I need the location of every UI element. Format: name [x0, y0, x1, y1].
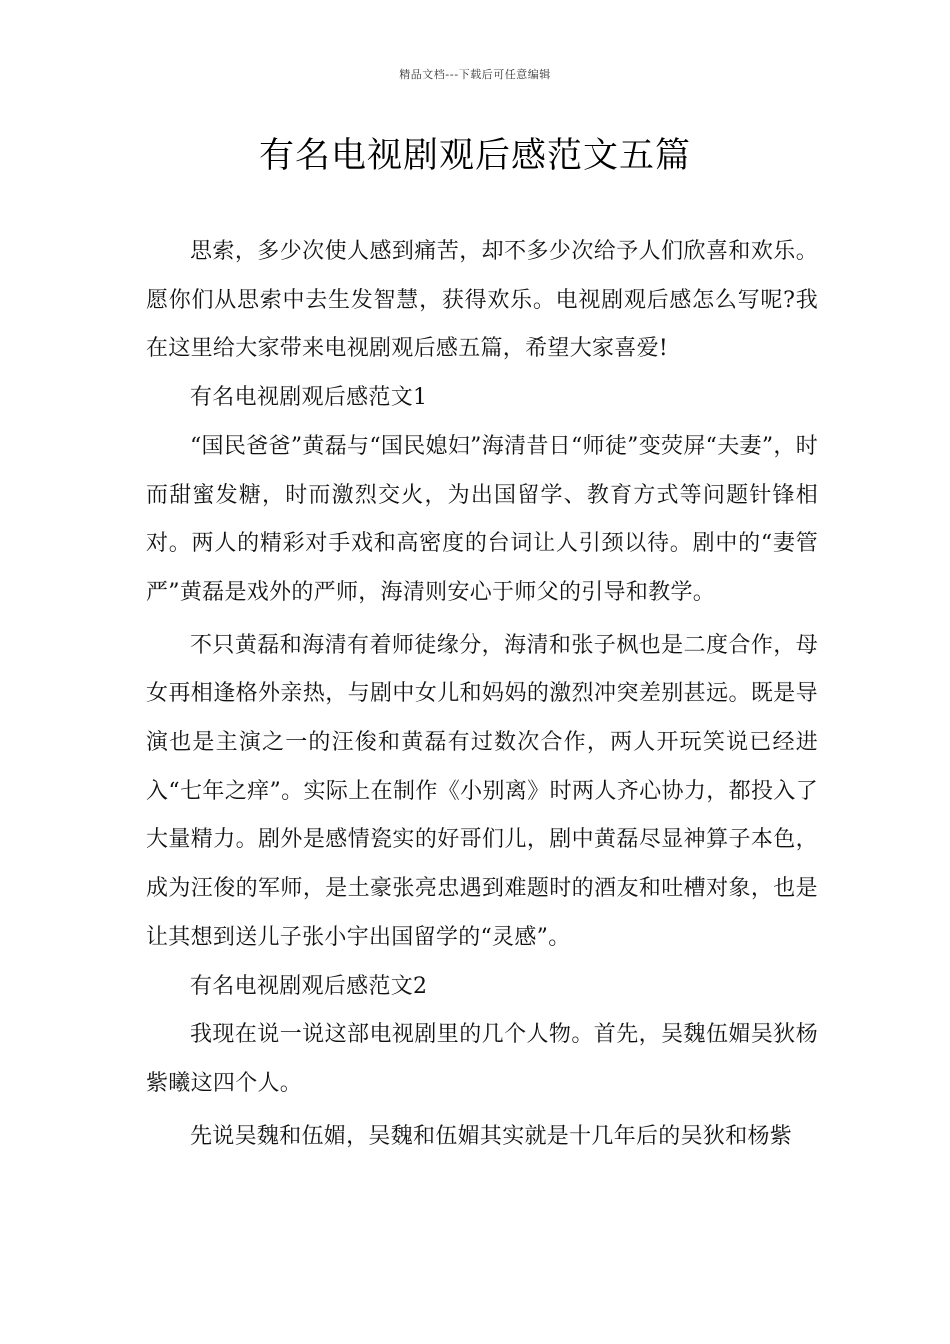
section-heading-2: 有名电视剧观后感范文2 — [190, 973, 428, 999]
document-body — [146, 228, 818, 1161]
paragraph-1: “国民爸爸”黄磊与“国民媳妇”海清昔日“师徒”变荧屏“夫妻”，时而甜蜜发糖，时而激烈交火，为出国留学、教育方式等问题针锋相对。两人的精彩对手戏和高密度的台词让人引颈以待。剧中的“妻管严”黄磊是戏外的严师，海清则安心于师父的引导和教学。 — [146, 433, 818, 605]
paragraph-4: 先说吴魏和伍媚，吴魏和伍媚其实就是十几年后的吴狄和杨紫 — [190, 1123, 793, 1149]
paragraph-3: 我现在说一说这部电视剧里的几个人物。首先，吴魏伍媚吴狄杨紫曦这四个人。 — [146, 1022, 818, 1096]
intro-paragraph: 思索，多少次使人感到痛苦，却不多少次给予人们欣喜和欢乐。愿你们从思索中去生发智慧，获得欢乐。电视剧观后感怎么写呢?我在这里给大家带来电视剧观后感五篇，希望大家喜爱! — [146, 239, 818, 362]
header-note: 精品文档---下载后可任意编辑 — [399, 68, 551, 81]
document-title: 有名电视剧观后感范文五篇 — [258, 136, 691, 176]
section-heading-1: 有名电视剧观后感范文1 — [190, 385, 428, 411]
paragraph-2: 不只黄磊和海清有着师徒缘分，海清和张子枫也是二度合作，母女再相逢格外亲热，与剧中女儿和妈妈的激烈冲突差别甚远。既是导演也是主演之一的汪俊和黄磊有过数次合作，两人开玩笑说已经进入“七年之痒”。实际上在制作《小别离》时两人齐心协力，都投入了大量精力。剧外是感情瓷实的好哥们儿，剧中黄磊尽显神算子本色，成为汪俊的军师，是土豪张亮忠遇到难题时的酒友和吐槽对象，也是让其想到送儿子张小宇出国留学的“灵感”。 — [146, 632, 818, 950]
